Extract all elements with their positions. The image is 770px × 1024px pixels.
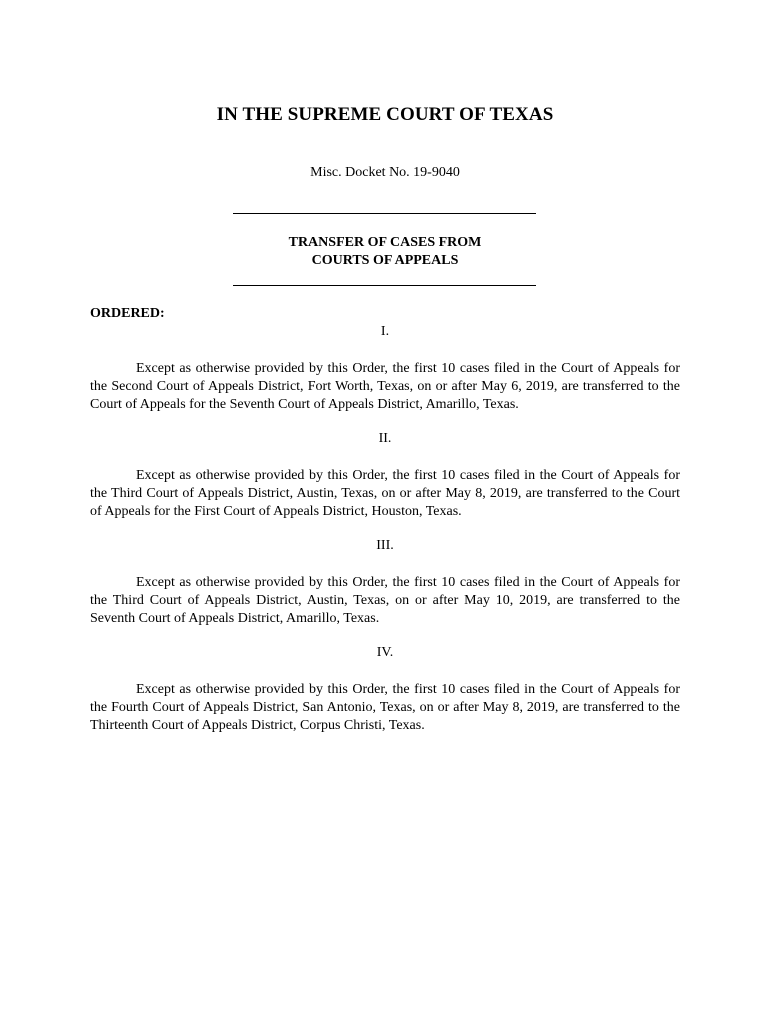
section-number-4: IV. bbox=[376, 645, 394, 660]
caption-top-rule bbox=[233, 213, 536, 214]
ordered-label: ORDERED: bbox=[90, 306, 165, 321]
section-paragraph-1: Except as otherwise provided by this Order, the first 10 cases filed in the Court of Appeals for the Second Court of Appeals District, Fort Worth, Texas, on or after May 6, 2019, are transferred to the Court of Appeals for the Seventh Court of Appeals District, Amarillo, Texas. bbox=[90, 361, 680, 412]
section-number-3: III. bbox=[376, 538, 394, 553]
section-number-2: II. bbox=[378, 431, 392, 446]
section-paragraph-3: Except as otherwise provided by this Order, the first 10 cases filed in the Court of Appeals for the Third Court of Appeals District, Austin, Texas, on or after May 10, 2019, are transferred to the Seventh Court of Appeals District, Amarillo, Texas. bbox=[90, 575, 680, 626]
docket-number: Misc. Docket No. 19-9040 bbox=[310, 165, 460, 180]
court-title: IN THE SUPREME COURT OF TEXAS bbox=[216, 104, 554, 125]
order-caption bbox=[0, 234, 770, 270]
caption-bottom-rule bbox=[233, 285, 536, 286]
section-paragraph-4: Except as otherwise provided by this Order, the first 10 cases filed in the Court of Appeals for the Fourth Court of Appeals District, San Antonio, Texas, on or after May 8, 2019, are transferred to the Thirteenth Court of Appeals District, Corpus Christi, Texas. bbox=[90, 682, 680, 733]
caption-line-2: COURTS OF APPEALS bbox=[311, 253, 459, 268]
section-paragraph-2: Except as otherwise provided by this Order, the first 10 cases filed in the Court of Appeals for the Third Court of Appeals District, Austin, Texas, on or after May 8, 2019, are transferred to the Court of Appeals for the First Court of Appeals District, Houston, Texas. bbox=[90, 468, 680, 519]
caption-line-1: TRANSFER OF CASES FROM bbox=[288, 235, 482, 250]
section-number-1: I. bbox=[380, 324, 390, 339]
